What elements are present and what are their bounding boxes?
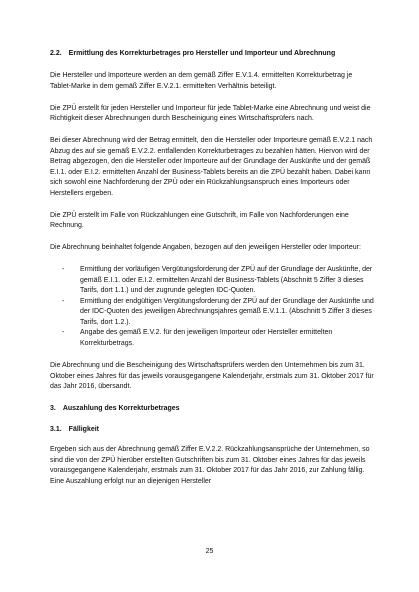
page-number: 25 <box>205 548 214 555</box>
paragraph-4: Die ZPÜ erstellt im Falle von Rückzahlungen eine Gutschrift, im Falle von Nachforderungen eine Rechnung. <box>50 211 349 229</box>
paragraph-5: Die Abrechnung beinhaltet folgende Angaben, bezogen auf den jeweiligen Hersteller oder Importeur: <box>50 244 361 251</box>
dash-list <box>50 265 375 349</box>
list-item: - Angabe des gemäß E.V.2. für den jeweiligen Importeur oder Hersteller ermittelten Korrekturbetrags. <box>72 328 375 349</box>
section-heading-2-2: 2.2. Ermittlung des Korrekturbetrages pro Hersteller und Importeur und Abrechnung <box>50 50 336 57</box>
list-item: - Ermittlung der endgültigen Vergütungsforderung der ZPÜ auf der Grundlage der Auskünfte und der IDC-Quoten des jeweiligen Abrechnungsjahres gemäß E.V.1.1. (Abschnitt 5 Ziffer 3 dieses Tarifs, dort 1.2.). <box>72 297 375 329</box>
paragraph-3: Bei dieser Abrechnung wird der Betrag ermittelt, den die Hersteller oder Importeure gemäß E.V.2.1 nach Abzug des auf sie gemäß E.V.2.2. entfallenden Korrekturbetrages zu bezahlen hätten. Hiervon wird der Betrag abgezogen, den die Hersteller oder Importeure auf der Grundlage der Auskünfte und der gemäß E.I.1. oder E.I.2. ermittelten Anzahl der Business-Tablets bereits an die ZPÜ bezahlt haben. Dabei kann sich sowohl eine Nachforderung der ZPÜ oder ein Rückzahlungsanspruch eines Importeurs oder Herstellers ergeben. <box>50 137 373 197</box>
paragraph-2: Die ZPÜ erstellt für jeden Hersteller und Importeur für jede Tablet-Marke eine Abrechnung und weist die Richtigkeit dieser Abrechnungen durch Bescheinigung eines Wirtschaftsprüfers nach. <box>50 104 371 122</box>
paragraph-1: Die Hersteller und Importeure werden an dem gemäß Ziffer E.V.1.4. ermittelten Korrekturbetrag je Tablet-Marke in dem gemäß Ziffer E.V.2.1. ermittelten Verhältnis beteiligt. <box>50 72 353 90</box>
paragraph-6: Die Abrechnung und die Bescheinigung des Wirtschaftsprüfers werden den Unternehmen bis zum 31. Oktober eines Jahres für das jeweils vorausgegangene Kalenderjahr, erstmals zum 31. Oktober 2017 für das Jahr 2016, übersandt. <box>50 362 374 390</box>
section-heading-3: 3. Auszahlung des Korrekturbetrages <box>50 405 180 412</box>
section-heading-3-1: 3.1. Fälligkeit <box>50 425 100 433</box>
page-content <box>50 49 375 499</box>
paragraph-7: Ergeben sich aus der Abrechnung gemäß Ziffer E.V.2.2. Rückzahlungsansprüche der Unternehmen, so sind die von der ZPÜ hierüber erstellten Gutschriften bis zum 31. Oktober eines Jahres für das jeweils vorausgegangene Kalenderjahr, erstmals zum 31. Oktober 2017 für das Jahr 2016, zur Zahlung fällig. Eine Auszahlung erfolgt nur an diejenigen Hersteller <box>50 446 370 485</box>
list-item: - Ermittlung der vorläufigen Vergütungsforderung der ZPÜ auf der Grundlage der Auskünfte, der gemäß E.I.1. oder E.I.2. ermittelten Anzahl der Business-Tablets (Abschnitt 5 Ziffer 3 dieses Tarifs, dort 1.1.) und der zugrunde gelegten IDC-Quoten. <box>72 265 375 297</box>
